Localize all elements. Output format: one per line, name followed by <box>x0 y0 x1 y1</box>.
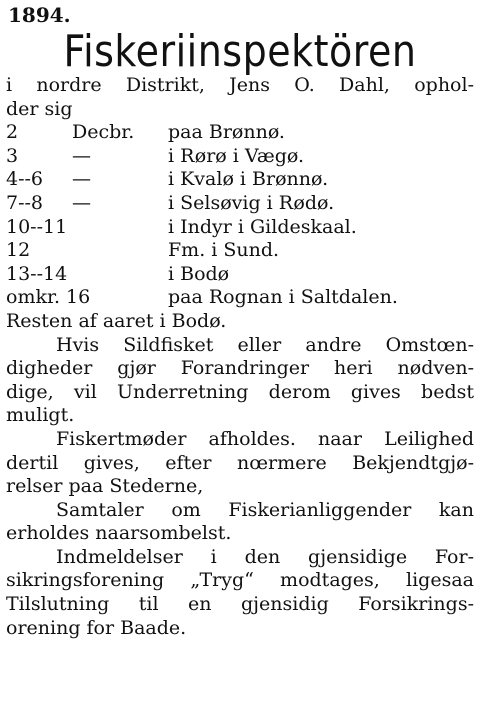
paragraph-line: dige, vil Underretning derom gives bedst <box>6 380 474 403</box>
intro-line-2: der sig <box>6 97 73 120</box>
schedule-day: omkr. 16 <box>6 286 91 309</box>
schedule-place: Fm. i Sund. <box>168 239 280 262</box>
paragraph-line: digheder gjør Forandringer heri nødven- <box>6 357 474 380</box>
paragraph-samtaler <box>6 499 474 546</box>
schedule-place: i Bodø <box>168 262 230 285</box>
schedule-place: i Indyr i Gildeskaal. <box>168 215 357 238</box>
schedule-day: 10--11 <box>6 215 68 238</box>
schedule-day: 13--14 <box>6 262 68 285</box>
intro-line-1: i nordre Distrikt, Jens O. Dahl, ophol- <box>6 74 474 96</box>
paragraph-line: Samtaler om Fiskerianliggender kan <box>56 498 474 521</box>
paragraph-line: orening for Baade. <box>6 616 187 639</box>
schedule-day: 4--6 <box>6 168 44 191</box>
paragraph-line: Indmeldelser i den gjensidige For- <box>56 545 474 568</box>
schedule-row <box>6 286 474 310</box>
schedule-row <box>6 121 474 145</box>
schedule-month <box>72 263 168 287</box>
paragraph-line: Tilslutning til en gjensidig Forsikrings- <box>6 593 474 616</box>
paragraph-fiskertmoder <box>6 428 474 499</box>
schedule-row <box>6 192 474 216</box>
schedule-month: Decbr. <box>72 121 135 144</box>
schedule-list <box>6 121 474 310</box>
year-label: 1894. <box>8 3 71 27</box>
schedule-month <box>72 216 168 240</box>
paragraph-indmeldelser <box>6 546 474 640</box>
schedule-day: 7--8 <box>6 191 44 214</box>
schedule-row <box>6 216 474 240</box>
paragraph-line: erholdes naarsombelst. <box>6 522 232 545</box>
paragraph-line: sikringsforening „Tryg“ modtages, ligesaa <box>6 569 474 592</box>
schedule-place: i Kvalø i Brønnø. <box>168 168 329 191</box>
schedule-row <box>6 263 474 287</box>
schedule-month: — <box>72 168 91 191</box>
schedule-day: 3 <box>6 144 19 167</box>
schedule-place: i Rørø i Vægø. <box>168 144 305 167</box>
schedule-row <box>6 239 474 263</box>
paragraph-line: dertil gives, efter nœrmere Bekjendtgjø- <box>6 451 474 474</box>
paragraph-line: relser paa Stederne, <box>6 475 204 498</box>
schedule-place: paa Brønnø. <box>168 121 285 144</box>
paragraph-line: Fiskertmøder afholdes. naar Leilighed <box>56 427 474 450</box>
schedule-place: paa Rognan i Saltdalen. <box>168 286 398 309</box>
schedule-row <box>6 168 474 192</box>
paragraph-sildfisket <box>6 334 474 428</box>
paragraph-line: Hvis Sildfisket eller andre Omstœn- <box>56 333 474 356</box>
schedule-day: 12 <box>6 239 31 262</box>
schedule-day: 2 <box>6 121 19 144</box>
schedule-month <box>72 239 168 263</box>
schedule-month: — <box>72 191 91 214</box>
schedule-place: i Selsøvig i Rødø. <box>168 191 335 214</box>
paragraph-line: muligt. <box>6 404 75 427</box>
headline-title: Fiskeriinspektören <box>63 25 417 77</box>
schedule-row <box>6 145 474 169</box>
schedule-month: — <box>72 144 91 167</box>
rest-of-year-line: Resten af aaret i Bodø. <box>6 309 227 332</box>
